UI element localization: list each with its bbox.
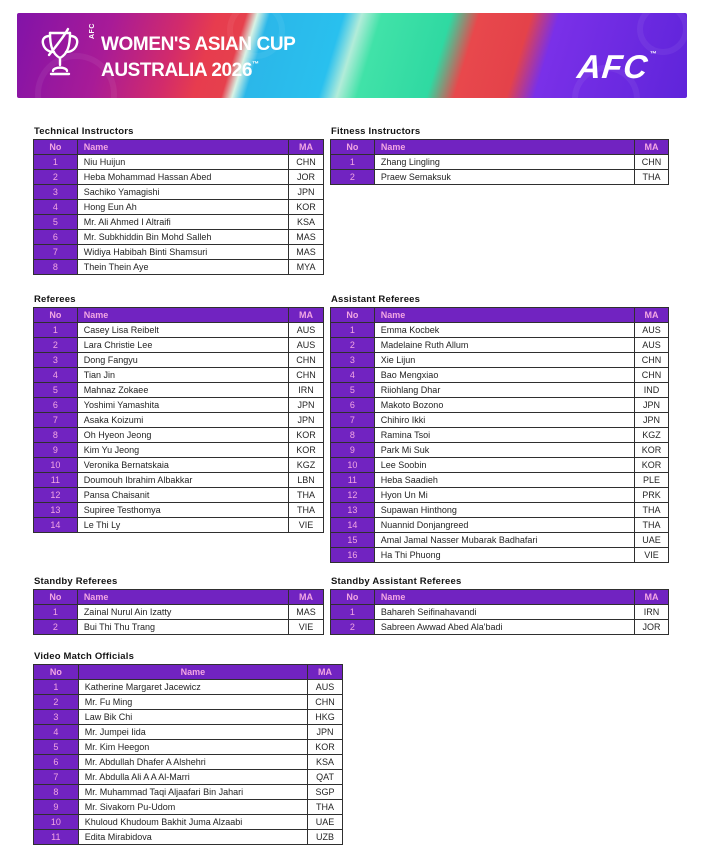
name-cell: Heba Saadieh (374, 473, 634, 488)
banner-title (101, 35, 295, 81)
name-cell: Tian Jin (77, 368, 288, 383)
table-row (34, 185, 324, 200)
ma-cell: JOR (289, 170, 324, 185)
column-header-name: Name (78, 665, 307, 680)
table-row (331, 443, 669, 458)
ma-cell: THA (635, 518, 669, 533)
table-row (34, 815, 343, 830)
table-row (331, 170, 669, 185)
video-match-officials-table (33, 651, 343, 845)
row-number-cell: 5 (34, 740, 79, 755)
row-number-cell: 9 (34, 800, 79, 815)
column-header-no: No (34, 140, 78, 155)
ma-cell: PLE (635, 473, 669, 488)
table-row (34, 230, 324, 245)
name-cell: Casey Lisa Reibelt (77, 323, 288, 338)
row-number-cell: 7 (34, 413, 78, 428)
name-cell: Mahnaz Zokaee (77, 383, 288, 398)
table-row (34, 458, 324, 473)
table-row (331, 428, 669, 443)
table-grid (330, 139, 669, 185)
name-cell: Hong Eun Ah (77, 200, 288, 215)
standby-referees-table (33, 576, 324, 635)
column-header-name: Name (77, 590, 288, 605)
table-row (34, 800, 343, 815)
banner-title-line2: AUSTRALIA 2026™ (101, 60, 260, 81)
name-cell: Dong Fangyu (77, 353, 288, 368)
row-number-cell: 16 (331, 548, 375, 563)
table-row (34, 260, 324, 275)
table-row (331, 368, 669, 383)
column-header-no: No (34, 665, 79, 680)
row-number-cell: 6 (34, 398, 78, 413)
table-row (34, 740, 343, 755)
row-number-cell: 3 (331, 353, 375, 368)
table-grid (33, 589, 324, 635)
name-cell: Edita Mirabidova (78, 830, 307, 845)
name-cell: Madelaine Ruth Allum (374, 338, 634, 353)
table-row (34, 200, 324, 215)
name-cell: Amal Jamal Nasser Mubarak Badhafari (374, 533, 634, 548)
name-cell: Zhang Lingling (374, 155, 634, 170)
column-header-name: Name (374, 308, 634, 323)
column-header-no: No (34, 308, 78, 323)
ma-cell: THA (289, 503, 324, 518)
table-grid (330, 307, 669, 563)
name-cell: Lee Soobin (374, 458, 634, 473)
row-number-cell: 3 (34, 353, 78, 368)
ma-cell: AUS (635, 338, 669, 353)
table-row (331, 323, 669, 338)
row-number-cell: 8 (34, 785, 79, 800)
table-grid (33, 139, 324, 275)
table-row (331, 620, 669, 635)
banner-title-line1: WOMEN'S ASIAN CUP (101, 34, 296, 55)
column-header-name: Name (77, 308, 288, 323)
name-cell: Thein Thein Aye (77, 260, 288, 275)
name-cell: Praew Semaksuk (374, 170, 634, 185)
row-number-cell: 4 (34, 725, 79, 740)
ma-cell: JPN (289, 413, 324, 428)
row-number-cell: 9 (34, 443, 78, 458)
table-row (34, 620, 324, 635)
ma-cell: KOR (289, 200, 324, 215)
name-cell: Makoto Bozono (374, 398, 634, 413)
ma-cell: QAT (308, 770, 343, 785)
ma-cell: SGP (308, 785, 343, 800)
row-number-cell: 8 (34, 260, 78, 275)
table-row (34, 353, 324, 368)
table-row (331, 155, 669, 170)
table-title: Technical Instructors (34, 126, 134, 137)
table-row (331, 383, 669, 398)
table-row (331, 518, 669, 533)
table-grid (33, 664, 343, 845)
table-row (34, 215, 324, 230)
column-header-no: No (331, 308, 375, 323)
ma-cell: CHN (635, 353, 669, 368)
row-number-cell: 13 (331, 503, 375, 518)
column-header-name: Name (77, 140, 288, 155)
ma-cell: CHN (289, 155, 324, 170)
table-row (34, 473, 324, 488)
ma-cell: KOR (635, 443, 669, 458)
name-cell: Emma Kocbek (374, 323, 634, 338)
ma-cell: THA (635, 170, 669, 185)
column-header-name: Name (374, 140, 634, 155)
assistant-referees-table (330, 294, 669, 563)
table-row (34, 605, 324, 620)
ma-cell: JPN (635, 398, 669, 413)
table-title: Referees (34, 294, 76, 305)
row-number-cell: 7 (34, 245, 78, 260)
name-cell: Mr. Abdullah Dhafer A Alshehri (78, 755, 307, 770)
row-number-cell: 7 (34, 770, 79, 785)
name-cell: Mr. Ali Ahmed I Altraifi (77, 215, 288, 230)
name-cell: Oh Hyeon Jeong (77, 428, 288, 443)
table-row (331, 473, 669, 488)
table-row (34, 710, 343, 725)
ma-cell: KOR (308, 740, 343, 755)
row-number-cell: 1 (331, 155, 375, 170)
table-row (331, 488, 669, 503)
column-header-ma: MA (635, 590, 669, 605)
name-cell: Supiree Testhomya (77, 503, 288, 518)
table-row (34, 443, 324, 458)
ma-cell: VIE (289, 518, 324, 533)
row-number-cell: 6 (331, 398, 375, 413)
row-number-cell: 5 (34, 383, 78, 398)
name-cell: Supawan Hinthong (374, 503, 634, 518)
name-cell: Bahareh Seifinahavandi (374, 605, 634, 620)
table-row (34, 323, 324, 338)
column-header-name: Name (374, 590, 634, 605)
ma-cell: HKG (308, 710, 343, 725)
column-header-ma: MA (289, 308, 324, 323)
column-header-no: No (331, 140, 375, 155)
ma-cell: CHN (289, 368, 324, 383)
technical-instructors-table (33, 126, 324, 275)
row-number-cell: 11 (331, 473, 375, 488)
table-row (331, 353, 669, 368)
name-cell: Mr. Sivakorn Pu-Udom (78, 800, 307, 815)
trademark-symbol: ™ (649, 51, 659, 58)
row-number-cell: 2 (331, 620, 375, 635)
table-row (331, 533, 669, 548)
table-row (34, 518, 324, 533)
row-number-cell: 2 (331, 170, 375, 185)
name-cell: Le Thi Ly (77, 518, 288, 533)
name-cell: Asaka Koizumi (77, 413, 288, 428)
ma-cell: KGZ (635, 428, 669, 443)
column-header-no: No (34, 590, 78, 605)
table-title: Fitness Instructors (331, 126, 421, 137)
table-row (34, 368, 324, 383)
name-cell: Mr. Fu Ming (78, 695, 307, 710)
ma-cell: AUS (635, 323, 669, 338)
row-number-cell: 2 (34, 170, 78, 185)
ma-cell: LBN (289, 473, 324, 488)
row-number-cell: 11 (34, 830, 79, 845)
table-title: Assistant Referees (331, 294, 421, 305)
row-number-cell: 7 (331, 413, 375, 428)
table-title: Standby Assistant Referees (331, 576, 462, 587)
ma-cell: MAS (289, 245, 324, 260)
row-number-cell: 2 (34, 695, 79, 710)
ma-cell: PRK (635, 488, 669, 503)
table-row (34, 725, 343, 740)
ma-cell: AUS (289, 323, 324, 338)
name-cell: Kim Yu Jeong (77, 443, 288, 458)
table-row (331, 413, 669, 428)
table-row (34, 488, 324, 503)
name-cell: Riiohlang Dhar (374, 383, 634, 398)
ma-cell: CHN (635, 368, 669, 383)
name-cell: Law Bik Chi (78, 710, 307, 725)
ma-cell: JPN (308, 725, 343, 740)
row-number-cell: 3 (34, 185, 78, 200)
ma-cell: UZB (308, 830, 343, 845)
table-row (331, 503, 669, 518)
table-row (34, 155, 324, 170)
table-row (34, 785, 343, 800)
name-cell: Veronika Bernatskaia (77, 458, 288, 473)
row-number-cell: 14 (34, 518, 78, 533)
table-row (34, 338, 324, 353)
ma-cell: IRN (635, 605, 669, 620)
name-cell: Bui Thi Thu Trang (77, 620, 288, 635)
event-banner (17, 13, 687, 98)
row-number-cell: 4 (331, 368, 375, 383)
table-row (34, 398, 324, 413)
name-cell: Ha Thi Phuong (374, 548, 634, 563)
ma-cell: AUS (308, 680, 343, 695)
afc-logo: AFC™ (575, 48, 659, 85)
name-cell: Niu Huijun (77, 155, 288, 170)
trademark-symbol: ™ (252, 61, 260, 68)
row-number-cell: 1 (331, 323, 375, 338)
ma-cell: THA (308, 800, 343, 815)
column-header-ma: MA (635, 308, 669, 323)
ma-cell: IND (635, 383, 669, 398)
ma-cell: JPN (289, 185, 324, 200)
name-cell: Katherine Margaret Jacewicz (78, 680, 307, 695)
table-row (34, 755, 343, 770)
ma-cell: VIE (289, 620, 324, 635)
ma-cell: MAS (289, 230, 324, 245)
name-cell: Doumouh Ibrahim Albakkar (77, 473, 288, 488)
standby-assistant-referees-table (330, 576, 669, 635)
ma-cell: MAS (289, 605, 324, 620)
table-row (34, 245, 324, 260)
table-row (331, 338, 669, 353)
row-number-cell: 2 (331, 338, 375, 353)
row-number-cell: 4 (34, 368, 78, 383)
name-cell: Heba Mohammad Hassan Abed (77, 170, 288, 185)
row-number-cell: 1 (34, 680, 79, 695)
row-number-cell: 13 (34, 503, 78, 518)
name-cell: Lara Christie Lee (77, 338, 288, 353)
table-row (34, 680, 343, 695)
name-cell: Nuannid Donjangreed (374, 518, 634, 533)
ma-cell: KOR (289, 428, 324, 443)
name-cell: Mr. Subkhiddin Bin Mohd Salleh (77, 230, 288, 245)
table-row (34, 413, 324, 428)
table-row (331, 398, 669, 413)
fitness-instructors-table (330, 126, 669, 185)
name-cell: Sabreen Awwad Abed Ala'badi (374, 620, 634, 635)
row-number-cell: 1 (331, 605, 375, 620)
ma-cell: KOR (289, 443, 324, 458)
column-header-ma: MA (289, 140, 324, 155)
ma-cell: MYA (289, 260, 324, 275)
name-cell: Mr. Abdulla Ali A A Al-Marri (78, 770, 307, 785)
row-number-cell: 4 (34, 200, 78, 215)
ma-cell: KGZ (289, 458, 324, 473)
ma-cell: THA (289, 488, 324, 503)
ma-cell: THA (635, 503, 669, 518)
row-number-cell: 5 (331, 383, 375, 398)
table-title: Standby Referees (34, 576, 118, 587)
ma-cell: AUS (289, 338, 324, 353)
name-cell: Mr. Muhammad Taqi Aljaafari Bin Jahari (78, 785, 307, 800)
name-cell: Khuloud Khudoum Bakhit Juma Alzaabi (78, 815, 307, 830)
table-row (34, 503, 324, 518)
name-cell: Sachiko Yamagishi (77, 185, 288, 200)
ma-cell: IRN (289, 383, 324, 398)
row-number-cell: 2 (34, 620, 78, 635)
ma-cell: CHN (289, 353, 324, 368)
name-cell: Widiya Habibah Binti Shamsuri (77, 245, 288, 260)
row-number-cell: 1 (34, 155, 78, 170)
name-cell: Yoshimi Yamashita (77, 398, 288, 413)
column-header-ma: MA (308, 665, 343, 680)
name-cell: Bao Mengxiao (374, 368, 634, 383)
table-row (34, 770, 343, 785)
ma-cell: KOR (635, 458, 669, 473)
ma-cell: UAE (308, 815, 343, 830)
name-cell: Hyon Un Mi (374, 488, 634, 503)
name-cell: Mr. Kim Heegon (78, 740, 307, 755)
table-row (331, 605, 669, 620)
table-row (331, 458, 669, 473)
row-number-cell: 8 (34, 428, 78, 443)
row-number-cell: 12 (34, 488, 78, 503)
table-row (34, 383, 324, 398)
table-grid (33, 307, 324, 533)
row-number-cell: 1 (34, 323, 78, 338)
table-grid (330, 589, 669, 635)
table-title: Video Match Officials (34, 651, 135, 662)
row-number-cell: 10 (331, 458, 375, 473)
name-cell: Zainal Nurul Ain Izatty (77, 605, 288, 620)
table-row (331, 548, 669, 563)
row-number-cell: 10 (34, 815, 79, 830)
column-header-no: No (331, 590, 375, 605)
ma-cell: UAE (635, 533, 669, 548)
referees-table (33, 294, 324, 533)
banner-afc-prefix: AFC (89, 23, 96, 39)
ma-cell: KSA (308, 755, 343, 770)
table-row (34, 695, 343, 710)
ma-cell: CHN (308, 695, 343, 710)
row-number-cell: 10 (34, 458, 78, 473)
name-cell: Mr. Jumpei Iida (78, 725, 307, 740)
name-cell: Pansa Chaisanit (77, 488, 288, 503)
row-number-cell: 5 (34, 215, 78, 230)
row-number-cell: 15 (331, 533, 375, 548)
table-row (34, 428, 324, 443)
name-cell: Ramina Tsoi (374, 428, 634, 443)
row-number-cell: 12 (331, 488, 375, 503)
table-row (34, 830, 343, 845)
row-number-cell: 9 (331, 443, 375, 458)
ma-cell: KSA (289, 215, 324, 230)
name-cell: Xie Lijun (374, 353, 634, 368)
row-number-cell: 3 (34, 710, 79, 725)
ma-cell: JOR (635, 620, 669, 635)
row-number-cell: 1 (34, 605, 78, 620)
ma-cell: JPN (289, 398, 324, 413)
table-row (34, 170, 324, 185)
row-number-cell: 14 (331, 518, 375, 533)
row-number-cell: 6 (34, 755, 79, 770)
row-number-cell: 2 (34, 338, 78, 353)
column-header-ma: MA (289, 590, 324, 605)
name-cell: Park Mi Suk (374, 443, 634, 458)
ma-cell: JPN (635, 413, 669, 428)
name-cell: Chihiro Ikki (374, 413, 634, 428)
ma-cell: VIE (635, 548, 669, 563)
row-number-cell: 8 (331, 428, 375, 443)
ma-cell: CHN (635, 155, 669, 170)
trophy-icon (37, 26, 83, 86)
row-number-cell: 6 (34, 230, 78, 245)
row-number-cell: 11 (34, 473, 78, 488)
column-header-ma: MA (635, 140, 669, 155)
